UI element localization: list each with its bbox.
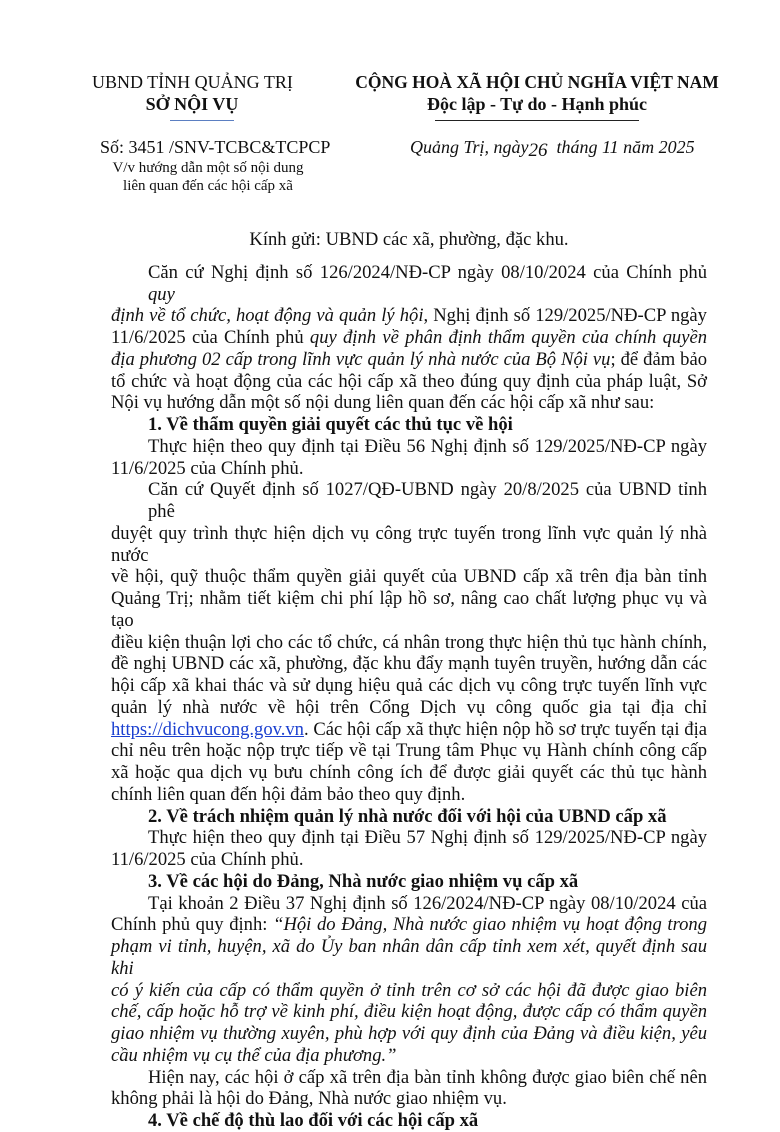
section-1-line: duyệt quy trình thực hiện dịch vụ công trực tuyến trong lĩnh vực quản lý nhà nước xyxy=(111,522,707,566)
section-1-line: Thực hiện theo quy định tại Điều 56 Nghị định số 129/2025/NĐ-CP ngày xyxy=(148,435,707,457)
section-2-line: 11/6/2025 của Chính phủ. xyxy=(111,849,304,870)
motto-underline xyxy=(435,120,639,121)
section-1-heading: 1. Về thẩm quyền giải quyết các thủ tục về hội xyxy=(148,414,513,435)
section-1-line: quản lý nhà nước về hội trên Cổng Dịch vụ công quốc gia tại địa chỉ xyxy=(111,696,707,718)
agency-name: SỞ NỘI VỤ xyxy=(145,94,239,114)
intro-line: tổ chức và hoạt động của các hội cấp xã theo đúng quy định của pháp luật, Sở xyxy=(111,370,707,392)
text: 11/6/2025 của Chính phủ xyxy=(111,327,310,348)
intro-line xyxy=(111,262,707,306)
section-3-line: không phải là hội do Đảng, Nhà nước giao nhiệm vụ. xyxy=(111,1088,507,1110)
intro-line: Nội vụ hướng dẫn một số nội dung liên quan đến các hội cấp xã như sau: xyxy=(111,392,655,414)
text-italic: quy định về phân định thẩm quyền của chính quyền xyxy=(309,327,708,348)
subject-line-2: liên quan đến các hội cấp xã xyxy=(123,178,293,194)
date-prefix: Quảng Trị, ngày xyxy=(410,137,529,157)
section-1-line: về hội, quỹ thuộc thẩm quyền giải quyết của UBND cấp xã trên địa bàn tỉnh xyxy=(111,566,707,588)
section-3-line xyxy=(111,914,707,936)
text-italic: địa phương 02 cấp trong lĩnh vực quản lý nhà nước của Bộ Nội vụ xyxy=(111,348,611,370)
recipient: Kính gửi: UBND các xã, phường, đặc khu. xyxy=(249,229,569,250)
section-3-line: Tại khoản 2 Điều 37 Nghị định số 126/2024/NĐ-CP ngày 08/10/2024 của xyxy=(148,892,707,914)
section-1-line: 11/6/2025 của Chính phủ. xyxy=(111,457,304,479)
agency-underline xyxy=(170,120,234,121)
intro-line xyxy=(111,349,707,371)
intro-paragraph xyxy=(111,262,707,414)
section-1-line: Quảng Trị; nhằm tiết kiệm chi phí lập hồ sơ, nâng cao chất lượng phục vụ và tạo xyxy=(111,588,707,631)
section-1-line: Căn cứ Quyết định số 1027/QĐ-UBND ngày 20/8/2025 của UBND tỉnh phê xyxy=(148,479,707,522)
section-1-line: xã hoặc qua dịch vụ bưu chính công ích để được giải quyết các thủ tục hành xyxy=(111,762,707,783)
section-1-line: chỉ nêu trên hoặc nộp trực tiếp về tại Trung tâm Phục vụ Hành chính công cấp xyxy=(111,740,707,762)
issue-date xyxy=(410,137,695,159)
text: ; để đảm bảo xyxy=(610,348,708,370)
national-motto: Độc lập - Tự do - Hạnh phúc xyxy=(426,94,648,114)
section-1-line xyxy=(111,719,707,741)
text: Chính phủ quy định: xyxy=(111,914,274,936)
date-suffix: tháng 11 năm 2025 xyxy=(547,137,695,157)
section-3-quote-line: cầu nhiệm vụ cụ thể của địa phương.” xyxy=(111,1044,397,1066)
agency-parent: UBND TỈNH QUẢNG TRỊ xyxy=(92,72,293,92)
section-1-line: hội cấp xã khai thác và sử dụng hiệu quả các dịch vụ công trực tuyến lĩnh vực xyxy=(111,675,707,696)
document-body xyxy=(111,229,707,1132)
text-italic: quy xyxy=(148,283,175,305)
section-3-quote-line: có ý kiến của cấp có thẩm quyền ở tỉnh trên cơ sở các hội đã được giao biên xyxy=(111,979,707,1001)
subject-line-1: V/v hướng dẫn một số nội dung xyxy=(112,160,304,176)
quote-text: “Hội do Đảng, Nhà nước giao nhiệm vụ hoạt động trong xyxy=(273,914,708,936)
dichvucong-link[interactable]: https://dichvucong.gov.vn xyxy=(111,718,304,740)
text-italic: định về tổ chức, hoạt động và quản lý hội xyxy=(111,305,424,327)
section-1-line: đề nghị UBND các xã, phường, đặc khu đẩy mạnh tuyên truyền, hướng dẫn các xyxy=(111,653,707,675)
section-3-line: Hiện nay, các hội ở cấp xã trên địa bàn tỉnh không được giao biên chế nên xyxy=(148,1066,707,1088)
date-day: 26 xyxy=(528,140,548,161)
section-3-quote-line: chế, cấp hoặc hỗ trợ về kinh phí, điều kiện hoạt động, được cấp có thẩm quyền xyxy=(111,1001,707,1023)
intro-line xyxy=(111,327,707,349)
text: . Các hội cấp xã thực hiện nộp hồ sơ trực tuyến tại địa xyxy=(303,718,707,740)
intro-line xyxy=(111,305,707,327)
text: Căn cứ Nghị định số 126/2024/NĐ-CP ngày 08/10/2024 của Chính phủ xyxy=(148,261,707,283)
text: , Nghị định số 129/2025/NĐ-CP ngày xyxy=(423,305,707,327)
section-1-line: chính liên quan đến hội đảm bảo theo quy định. xyxy=(111,783,466,805)
section-4-heading: 4. Về chế độ thù lao đối với các hội cấp xã xyxy=(148,1110,479,1131)
section-3-quote-line: giao nhiệm vụ thường xuyên, phù hợp với quy định của Đảng và điều kiện, yêu xyxy=(111,1023,707,1044)
section-2-heading: 2. Về trách nhiệm quản lý nhà nước đối với hội của UBND cấp xã xyxy=(148,805,667,827)
document-number: Số: 3451 /SNV-TCBC&TCPCP xyxy=(100,137,331,157)
section-1-line: điều kiện thuận lợi cho các tổ chức, cá nhân trong thực hiện thủ tục hành chính, xyxy=(111,631,707,653)
section-3-quote-line: phạm vi tỉnh, huyện, xã do Ủy ban nhân dân cấp tỉnh xem xét, quyết định sau khi xyxy=(111,936,707,979)
section-3-heading: 3. Về các hội do Đảng, Nhà nước giao nhiệm vụ cấp xã xyxy=(148,870,579,892)
section-2-line: Thực hiện theo quy định tại Điều 57 Nghị định số 129/2025/NĐ-CP ngày xyxy=(148,827,707,849)
country-name: CỘNG HOÀ XÃ HỘI CHỦ NGHĨA VIỆT NAM xyxy=(355,72,719,92)
